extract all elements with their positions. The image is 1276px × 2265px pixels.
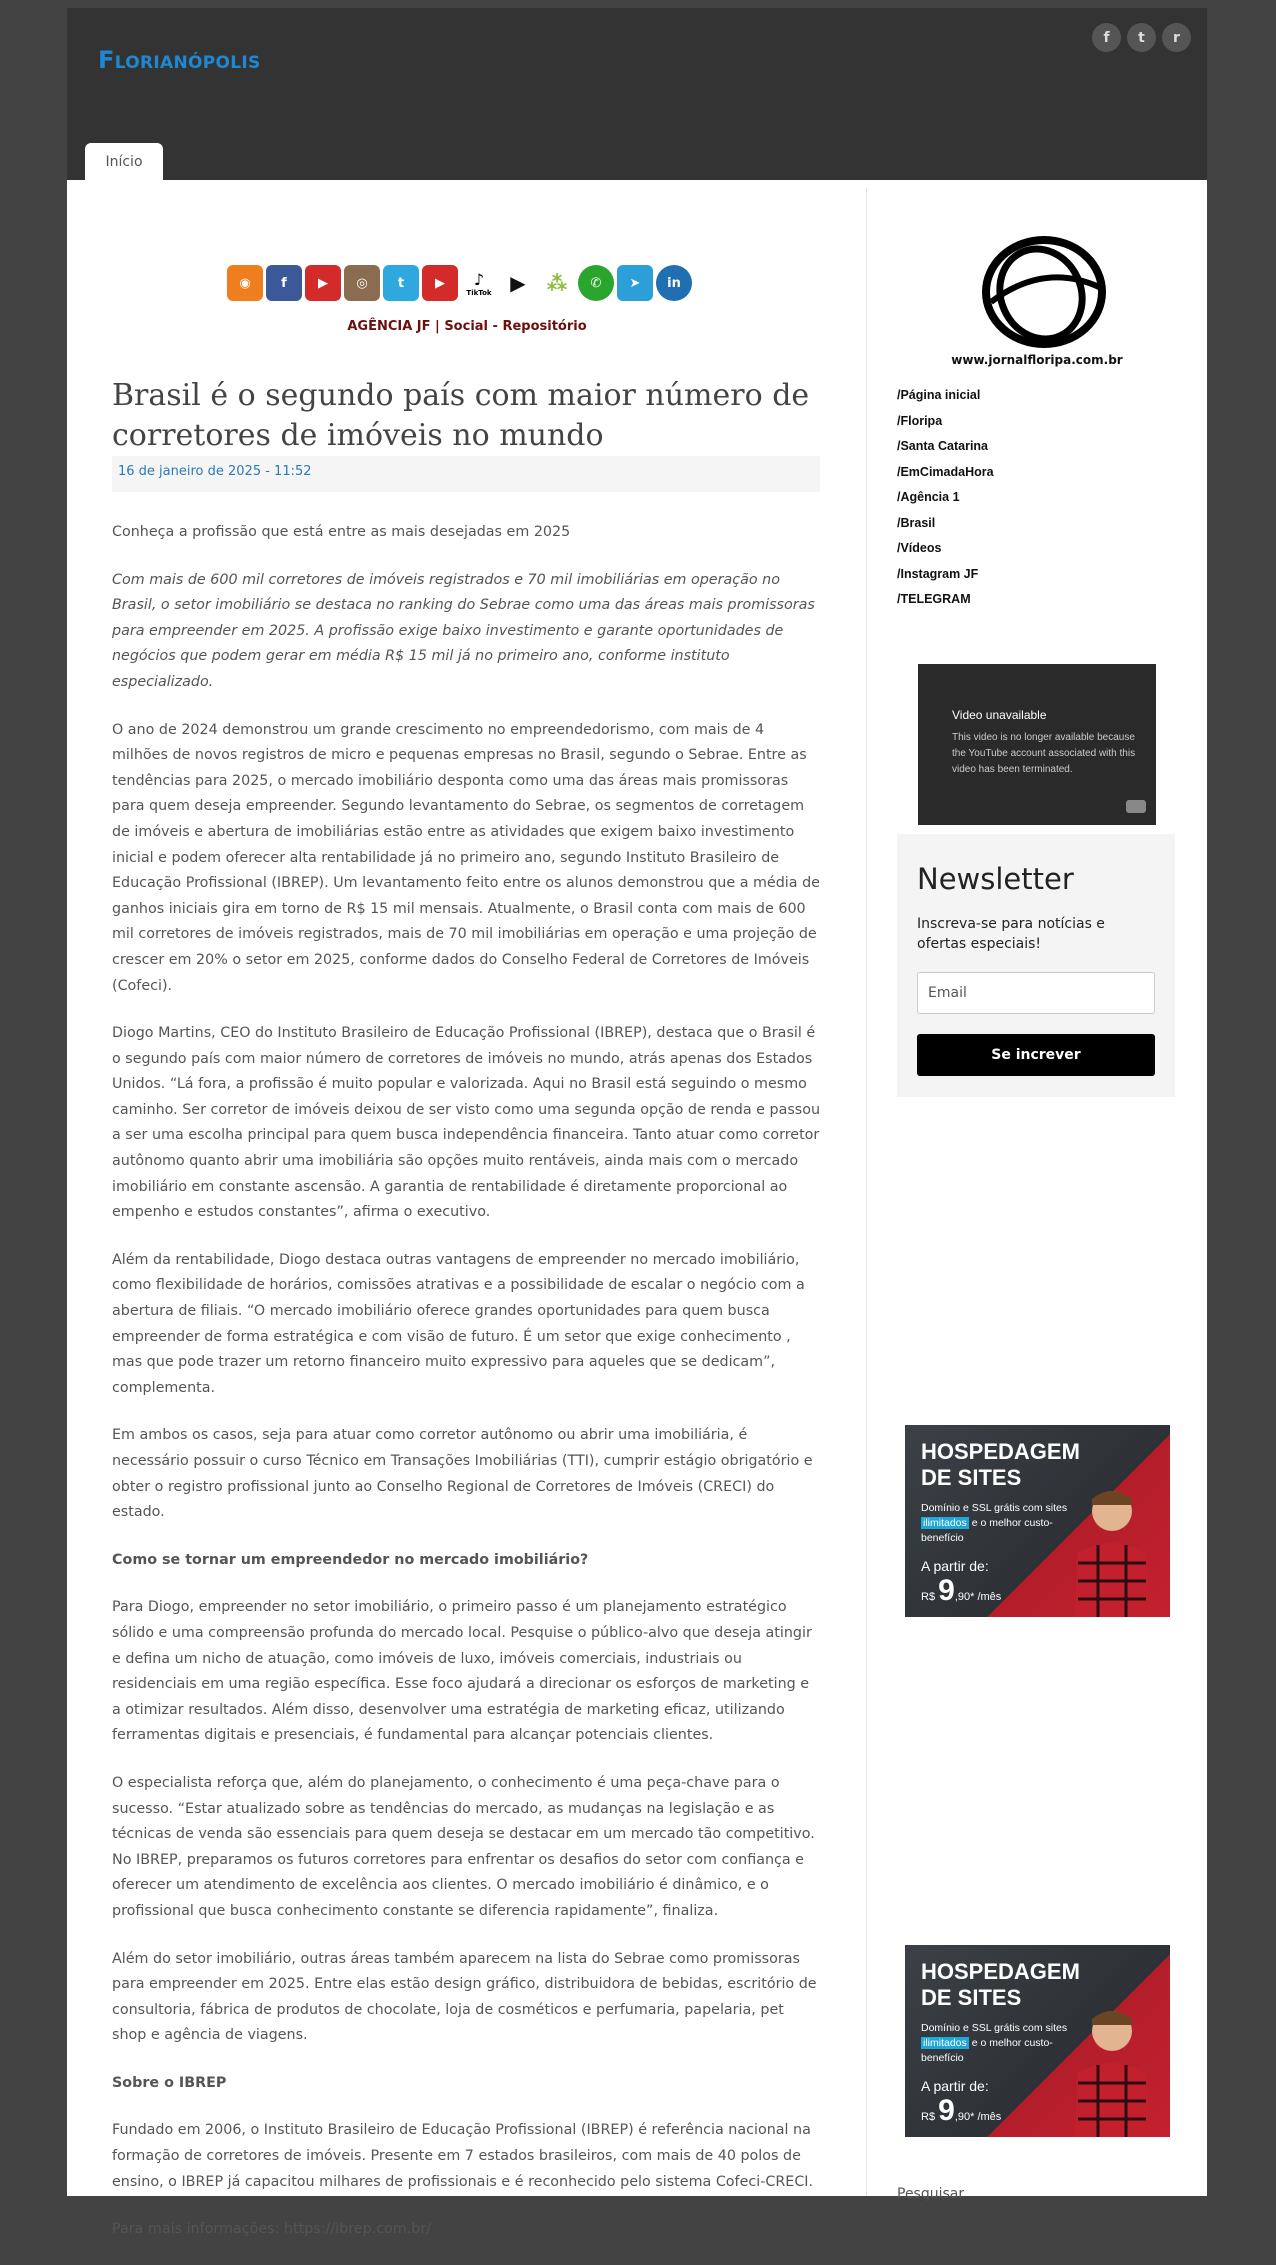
article-more-info[interactable]: Para mais informações: https://ibrep.com.br/ (112, 2221, 432, 2238)
page-wrapper (67, 8, 1207, 2238)
article-lead: Com mais de 600 mil corretores de imóveis registrados e 70 mil imobiliárias em operação no Brasil, o setor imobiliário se destaca no ranking do Sebrae como uma das áreas mais promissoras para empreender em 2025. A profissão exige baixo investimento e garante oportunidades de negócios que podem gerar em média R$ 15 mil já no primeiro ano, conforme instituto especializado. (112, 571, 815, 690)
video-embed[interactable] (918, 664, 1156, 825)
play-icon[interactable]: ▶ (500, 265, 536, 301)
article-body (112, 520, 822, 2265)
sidebar-link[interactable]: /Página inicial (897, 388, 981, 402)
globe-logo-icon[interactable] (979, 232, 1109, 357)
ad-from: A partir de: (921, 1558, 989, 1574)
subscribe-button[interactable]: Se increver (917, 1034, 1155, 1076)
facebook-icon[interactable]: f (266, 265, 302, 301)
sidebar-link[interactable]: /Floripa (897, 413, 943, 428)
sidebar-link[interactable]: /Agência 1 (897, 490, 960, 504)
sitemap-icon[interactable]: ⁂ (539, 265, 575, 301)
video-title: Video unavailable (952, 708, 1047, 722)
ad-sub-2: e o melhor custo-benefício (921, 2037, 1053, 2064)
share-icons (227, 265, 692, 301)
ad-sub-1: Domínio e SSL grátis com sites (921, 1502, 1068, 1514)
ad-highlight: ilimitados (923, 1517, 967, 1529)
ad-subtitle (921, 1501, 1071, 1546)
ad-headline-2: DE SITES (921, 1985, 1022, 2010)
ad-price-main: 9 (938, 1574, 955, 1607)
sidebar-link[interactable]: /Brasil (897, 515, 936, 530)
site-title[interactable]: Florianópolis (98, 46, 261, 74)
agency-link[interactable]: AGÊNCIA JF | Social - Repositório (347, 319, 587, 334)
social-links (1092, 23, 1191, 52)
ad-from: A partir de: (921, 2078, 989, 2094)
tiktok-label: TikTok (466, 288, 492, 297)
twitter-icon[interactable]: t (1127, 23, 1156, 52)
rss-icon[interactable]: ◉ (227, 265, 263, 301)
ad-currency: R$ (921, 2111, 936, 2123)
tab-home[interactable]: Início (85, 143, 163, 181)
rss-icon[interactable]: r (1162, 23, 1191, 52)
newsletter-description: Inscreva-se para notícias e ofertas especiais! (917, 916, 1105, 952)
article-paragraph: Além da rentabilidade, Diogo destaca outras vantagens de empreender no mercado imobiliário, como flexibilidade de horários, comissões atrativas e a possibilidade de escalar o negócio com a abertura de filiais. “O mercado imobiliário oferece grandes oportunidades para quem busca empreender de forma estratégica e com visão de futuro. É um setor que exige conhecimento , mas que pode trazer um retorno financeiro muito expressivo para aqueles que se dedicam”, complementa. (112, 1251, 805, 1396)
search-label: Pesquisar (897, 2186, 965, 2202)
sidebar-link[interactable]: /Instagram JF (897, 566, 979, 581)
newsletter-title: Newsletter (917, 862, 1074, 896)
article-paragraph: Fundado em 2006, o Instituto Brasileiro de Educação Profissional (IBREP) é referência nacional na formação de corretores de imóveis. Presente em 7 estados brasileiros, com mais de 40 polos de ensino, o IBREP já capacitou milhares de profissionais e é reconhecido pelo sistema Cofeci-CRECI. (112, 2122, 814, 2190)
instagram-icon[interactable]: ◎ (344, 265, 380, 301)
ad-price-cents: ,90* (954, 2111, 975, 2123)
sidebar-link[interactable]: /TELEGRAM (897, 592, 971, 606)
ad-sub-1: Domínio e SSL grátis com sites (921, 2022, 1068, 2034)
ad-sub-2: e o melhor custo-benefício (921, 1517, 1053, 1544)
youtube-icon[interactable] (1126, 800, 1146, 813)
site-header (67, 8, 1207, 180)
youtube-icon[interactable]: ▶ (305, 265, 341, 301)
ad-price-main: 9 (938, 2094, 955, 2127)
article-subheading: Como se tornar um empreendedor no mercado imobiliário? (112, 1551, 589, 1568)
sidebar-link[interactable]: /Vídeos (897, 541, 942, 555)
whatsapp-icon[interactable]: ✆ (578, 265, 614, 301)
newsletter-box (897, 834, 1175, 1097)
youtube-icon[interactable]: ▶ (422, 265, 458, 301)
article-title: Brasil é o segundo país com maior número de corretores de imóveis no mundo (112, 378, 810, 453)
twitter-icon[interactable]: t (383, 265, 419, 301)
date-text: 16 de janeiro de 2025 - 11:52 (118, 464, 312, 479)
person-illustration-icon (1068, 2003, 1156, 2137)
article-date (112, 456, 820, 492)
facebook-icon[interactable]: f (1092, 23, 1121, 52)
tiktok-icon[interactable]: ♪ TikTok (461, 265, 497, 301)
ad-price-cents: ,90* (954, 1591, 975, 1603)
email-field[interactable] (917, 972, 1155, 1014)
hosting-ad[interactable] (905, 1945, 1170, 2137)
sidebar-link[interactable]: /EmCimadaHora (897, 464, 994, 479)
article-paragraph: O especialista reforça que, além do planejamento, o conhecimento é uma peça-chave para o sucesso. “Estar atualizado sobre as tendências do mercado, as mudanças na legislação e as técnicas de venda são essenciais para quem deseja se destacar em um mercado tão competitivo. No IBREP, preparamos os futuros corretores para enfrentar os desafios do setor com confiança e oferecer um atendimento de excelência aos clientes. O mercado imobiliário é dinâmico, e o profissional que busca conhecimento constante se diferencia rapidamente”, finaliza. (112, 1774, 815, 1919)
logo-url[interactable]: www.jornalfloripa.com.br (951, 353, 1123, 367)
ad-headline-1: HOSPEDAGEM (921, 1959, 1080, 1984)
linkedin-icon[interactable]: in (656, 265, 692, 301)
article-paragraph: Além do setor imobiliário, outras áreas também aparecem na lista do Sebrae como promissoras para empreender em 2025. Entre elas estão design gráfico, distribuidora de bebidas, escritório de consultoria, fábrica de produtos de chocolate, loja de cosméticos e perfumaria, papelaria, pet shop e agência de viagens. (112, 1950, 817, 2044)
telegram-icon[interactable]: ➤ (617, 265, 653, 301)
person-illustration-icon (1068, 1483, 1156, 1617)
ad-period: /mês (977, 2111, 1002, 2123)
article-paragraph: Para Diogo, empreender no setor imobiliário, o primeiro passo é um planejamento estratégico sólido e uma compreensão profunda do mercado local. Pesquise o público-alvo que deseja atingir e defina um nicho de atuação, como imóveis de luxo, imóveis comerciais, industriais ou residenciais em uma região específica. Esse foco ajudará a direcionar os esforços de marketing e a otimizar resultados. Além disso, desenvolver uma estratégia de marketing eficaz, utilizando ferramentas digitais e presenciais, é fundamental para alcançar potenciais clientes. (112, 1599, 812, 1744)
article-subheading: Sobre o IBREP (112, 2074, 227, 2091)
ad-headline-2: DE SITES (921, 1465, 1022, 1490)
sidebar-divider (866, 188, 867, 2196)
sidebar-links (897, 388, 994, 618)
article-paragraph: Em ambos os casos, seja para atuar como corretor autônomo ou abrir uma imobiliária, é necessário possuir o curso Técnico em Transações Imobiliárias (TTI), cumprir estágio obrigatório e obter o registro profissional junto ao Conselho Regional de Corretores de Imóveis (CRECI) do estado. (112, 1427, 813, 1521)
article-paragraph: Diogo Martins, CEO do Instituto Brasileiro de Educação Profissional (IBREP), destaca que o Brasil é o segundo país com maior número de corretores de imóveis no mundo, atrás apenas dos Estados Unidos. “Lá fora, a profissão é muito popular e valorizada. Aqui no Brasil está seguindo o mesmo caminho. Ser corretor de imóveis deixou de ser visto como uma segunda opção de renda e passou a ser uma escolha principal para quem busca independência financeira. Tanto atuar como corretor autônomo quanto abrir uma imobiliária são opções muito rentáveis, ainda mais com o mercado imobiliário em constante ascensão. A garantia de rentabilidade é diretamente proporcional ao empenho e estudos constantes”, afirma o executivo. (112, 1025, 821, 1221)
ad-headline-1: HOSPEDAGEM (921, 1439, 1080, 1464)
ad-subtitle (921, 2021, 1071, 2066)
email-placeholder: Email (928, 985, 967, 1001)
article-paragraph: O ano de 2024 demonstrou um grande crescimento no empreendedorismo, com mais de 4 milhões de novos registros de micro e pequenas empresas no Brasil, segundo o Sebrae. Entre as tendências para 2025, o mercado imobiliário desponta como uma das áreas mais promissoras para quem deseja empreender. Segundo levantamento do Sebrae, os segmentos de corretagem de imóveis e abertura de imobiliárias estão entre as atividades que exigem baixo investimento inicial e podem oferecer alta rentabilidade já no primeiro ano, segundo Instituto Brasileiro de Educação Profissional (IBREP). Um levantamento feito entre os alunos demonstrou que a média de ganhos iniciais gira em torno de R$ 15 mil mensais. Atualmente, o Brasil conta com mais de 600 mil corretores de imóveis registrados, mais de 70 mil imobiliárias em operação e uma projeção de crescer em 20% o setor em 2025, conforme dados do Conselho Federal de Corretores de Imóveis (Cofeci). (112, 721, 820, 994)
ad-highlight: ilimitados (923, 2037, 967, 2049)
video-message: This video is no longer available because the YouTube account associated with this video has been terminated. (952, 732, 1136, 775)
ad-currency: R$ (921, 1591, 936, 1603)
article-paragraph: Conheça a profissão que está entre as mais desejadas em 2025 (112, 524, 571, 540)
hosting-ad[interactable] (905, 1425, 1170, 1617)
ad-period: /mês (977, 1591, 1002, 1603)
sidebar-link[interactable]: /Santa Catarina (897, 439, 989, 453)
